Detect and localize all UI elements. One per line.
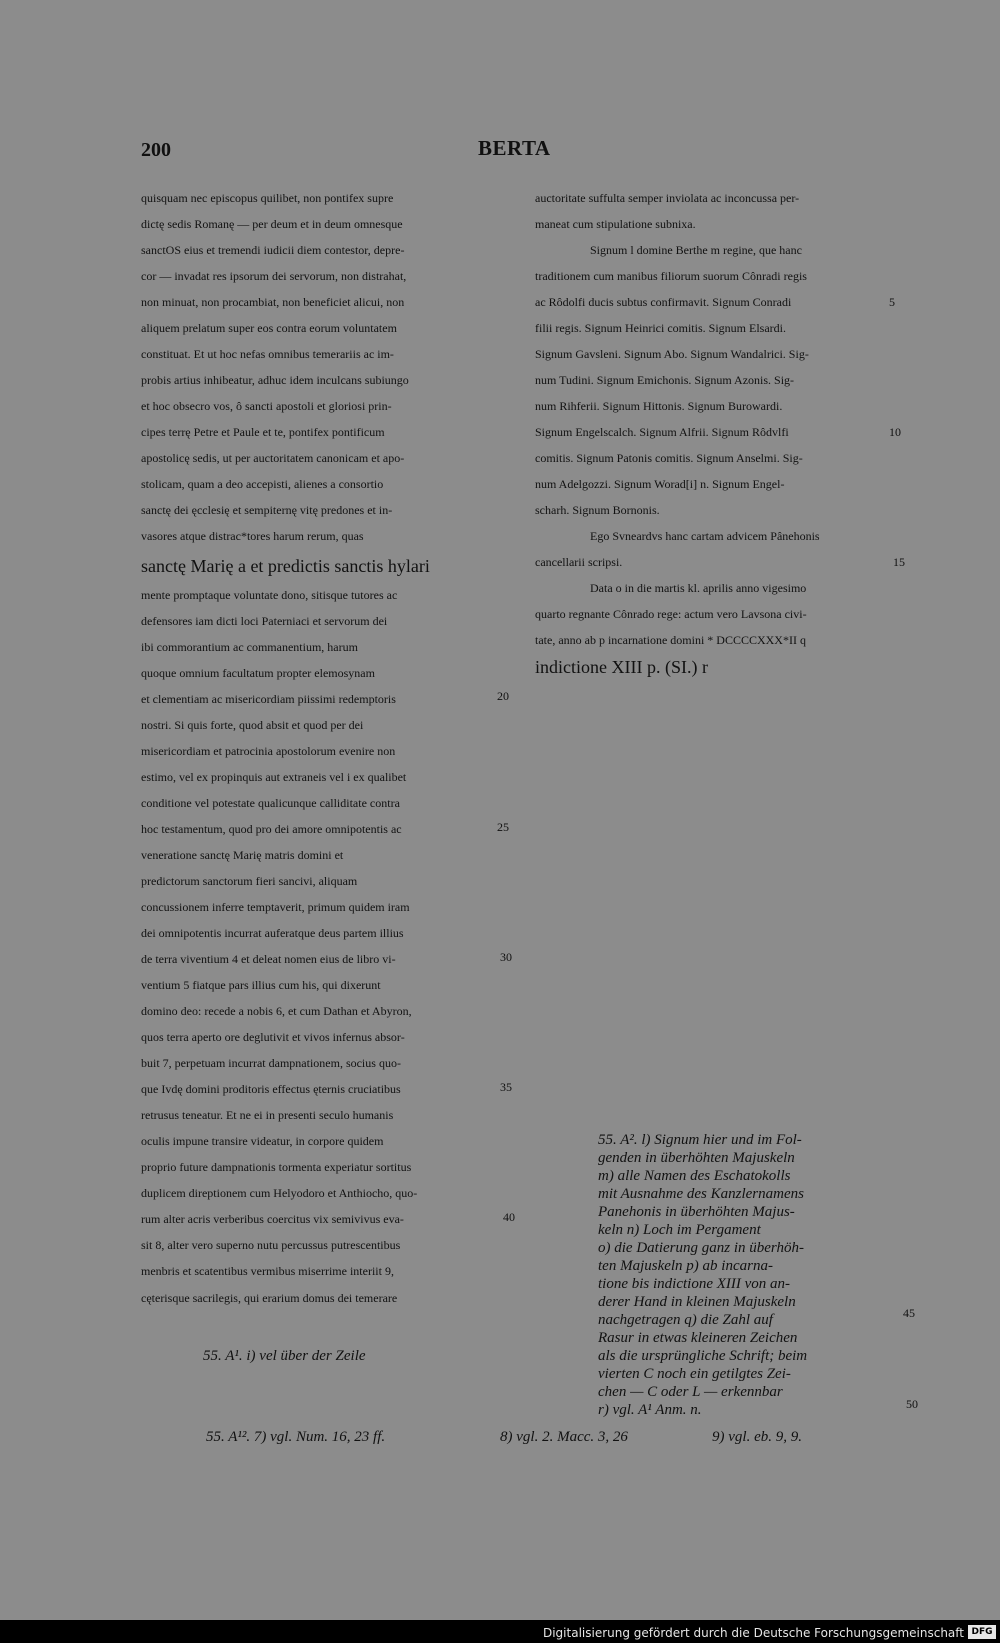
left-text-line: dictę sedis Romanę — per deum et in deum omnesque (141, 217, 403, 231)
right-text-line: Signum Gavsleni. Signum Abo. Signum Wandalrici. Sig- (535, 347, 809, 361)
apparatus-note-line: derer Hand in kleinen Majuskeln (598, 1294, 796, 1310)
apparatus-note-line: ten Majuskeln p) ab incarna- (598, 1258, 773, 1274)
page-number: 200 (141, 139, 171, 161)
left-text-line: et hoc obsecro vos, ô sancti apostoli et gloriosi prin- (141, 399, 392, 413)
line-number: 10 (889, 425, 901, 439)
apparatus-note-left: 55. A¹. i) vel über der Zeile (203, 1348, 366, 1364)
left-text-line: hoc testamentum, quod pro dei amore omnipotentis ac (141, 822, 402, 836)
line-number: 30 (500, 950, 512, 964)
left-text-line: stolicam, quam a deo accepisti, alienes a consortio (141, 477, 384, 491)
left-text-line: dei omnipotentis incurrat auferatque deus partem illius (141, 926, 404, 940)
right-text-line: quarto regnante Cônrado rege: actum vero Lavsona civi- (535, 607, 807, 621)
left-text-line: predictorum sanctorum fieri sancivi, aliquam (141, 874, 358, 888)
footnote: 9) vgl. eb. 9, 9. (712, 1429, 802, 1445)
right-text-line: tate, anno ab p incarnatione domini * DCCCCXXX*II q (535, 633, 806, 647)
apparatus-note-line: mit Ausnahme des Kanzlernamens (598, 1186, 804, 1202)
left-text-line: vasores atque distrac*tores harum rerum, quas (141, 529, 364, 543)
right-text-line: Signum l domine Berthe m regine, que hanc (590, 243, 802, 257)
apparatus-note-line: tione bis indictione XIII von an- (598, 1276, 791, 1292)
left-text-line: apostolicę sedis, ut per auctoritatem canonicam et apo- (141, 451, 405, 465)
left-text-line: quos terra aperto ore deglutivit et vivos infernus absor- (141, 1030, 405, 1044)
left-text-line: sit 8, alter vero superno nutu percussus putrescentibus (141, 1238, 401, 1252)
left-text-line: oculis impune transire videatur, in corpore quidem (141, 1134, 384, 1148)
right-text-line: traditionem cum manibus filiorum suorum Cônradi regis (535, 269, 807, 283)
apparatus-note-line: r) vgl. A¹ Anm. n. (598, 1402, 702, 1418)
left-text-line: veneratione sanctę Marię matris domini et (141, 848, 344, 862)
left-text-line: non minuat, non procambiat, non beneficiet alicui, non (141, 295, 405, 309)
left-text-line: proprio future dampnationis tormenta experiatur sortitus (141, 1160, 412, 1174)
left-text-line: menbris et scatentibus vermibus miserrime interiit 9, (141, 1264, 394, 1278)
right-text-line: Signum Engelscalch. Signum Alfrii. Signum Rôdvlfi (535, 425, 789, 439)
left-text-line: domino deo: recede a nobis 6, et cum Dathan et Abyron, (141, 1004, 412, 1018)
right-text-line: num Tudini. Signum Emichonis. Signum Azonis. Sig- (535, 373, 795, 387)
line-number: 20 (497, 689, 509, 703)
right-text-line: filii regis. Signum Heinrici comitis. Signum Elsardi. (535, 321, 786, 335)
right-text-line: indictione XIII p. (SI.) r (535, 657, 708, 677)
line-number: 35 (500, 1080, 512, 1094)
left-text-line: estimo, vel ex propinquis aut extraneis vel i ex qualibet (141, 770, 407, 784)
right-text-line: scharh. Signum Bornonis. (535, 503, 660, 517)
line-number: 5 (889, 295, 895, 309)
left-text-line: de terra viventium 4 et deleat nomen eius de libro vi- (141, 952, 396, 966)
right-text-line: Data o in die martis kl. aprilis anno vigesimo (590, 581, 807, 595)
left-text-line: concussionem inferre temptaverit, primum quidem iram (141, 900, 410, 914)
right-text-line: num Adelgozzi. Signum Worad[i] n. Signum Engel- (535, 477, 785, 491)
left-text-line: duplicem direptionem cum Helyodoro et Anthiocho, quo- (141, 1186, 418, 1200)
funding-credit: Digitalisierung gefördert durch die Deutsche Forschungsgemeinschaft (542, 1626, 964, 1640)
left-text-line: nostri. Si quis forte, quod absit et quod per dei (141, 718, 364, 732)
left-text-line: cęterisque sacrilegis, qui erarium domus dei temerare (141, 1291, 398, 1305)
apparatus-note-line: Rasur in etwas kleineren Zeichen (598, 1330, 798, 1346)
line-number: 40 (503, 1210, 515, 1224)
dfg-logo: DFG (968, 1625, 996, 1639)
left-text-line: conditione vel potestate qualicunque calliditate contra (141, 796, 400, 810)
right-text-line: maneat cum stipulatione subnixa. (535, 217, 696, 231)
apparatus-note-line: Panehonis in überhöhten Majus- (598, 1204, 795, 1220)
left-text-line: mente promptaque voluntate dono, sitisque tutores ac (141, 588, 398, 602)
left-text-line: rum alter acris verberibus coercitus vix semivivus eva- (141, 1212, 404, 1226)
left-text-line: probis artius inhibeatur, adhuc idem inculcans subiungo (141, 373, 409, 387)
apparatus-note-line: nachgetragen q) die Zahl auf (598, 1312, 773, 1328)
right-text-line: comitis. Signum Patonis comitis. Signum Anselmi. Sig- (535, 451, 803, 465)
left-text-line: ventium 5 fiatque pars illius cum his, qui dixerunt (141, 978, 381, 992)
left-text-line: sanctOS eius et tremendi iudicii diem contestor, depre- (141, 243, 405, 257)
line-number: 50 (906, 1397, 918, 1411)
right-text-line: ac Rôdolfi ducis subtus confirmavit. Signum Conradi (535, 295, 792, 309)
apparatus-note-line: keln n) Loch im Pergament (598, 1222, 761, 1238)
footnote: 55. A¹². 7) vgl. Num. 16, 23 ff. (206, 1429, 386, 1445)
left-text-line: aliquem prelatum super eos contra eorum voluntatem (141, 321, 397, 335)
left-text-line: retrusus teneatur. Et ne ei in presenti seculo humanis (141, 1108, 394, 1122)
left-text-line: defensores iam dicti loci Paterniaci et servorum dei (141, 614, 388, 628)
left-text-line: cipes terrę Petre et Paule et te, pontifex pontificum (141, 425, 385, 439)
right-text-line: auctoritate suffulta semper inviolata ac inconcussa per- (535, 191, 800, 205)
left-text-line: constituat. Et ut hoc nefas omnibus temerariis ac im- (141, 347, 394, 361)
apparatus-note-line: o) die Datierung ganz in überhöh- (598, 1240, 804, 1256)
right-text-line: num Rihferii. Signum Hittonis. Signum Burowardi. (535, 399, 783, 413)
right-text-line: cancellarii scripsi. (535, 555, 623, 569)
left-text-line: sanctę dei ęcclesię et sempiternę vitę predones et in- (141, 503, 393, 517)
line-number: 25 (497, 820, 509, 834)
left-text-line: et clementiam ac misericordiam piissimi redemptoris (141, 692, 396, 706)
left-text-line: buit 7, perpetuam incurrat dampnationem, socius quo- (141, 1056, 401, 1070)
apparatus-note-line: vierten C noch ein getilgtes Zei- (598, 1366, 791, 1382)
running-title: BERTA (478, 136, 551, 160)
left-text-line: quoque omnium facultatum propter elemosynam (141, 666, 375, 680)
apparatus-note-line: als die ursprüngliche Schrift; beim (598, 1348, 808, 1364)
apparatus-note-line: genden in überhöhten Majuskeln (598, 1150, 795, 1166)
left-text-line: sanctę Marię a et predictis sanctis hylari (141, 556, 430, 576)
line-number: 45 (903, 1306, 915, 1320)
left-text-line: que Ivdę domini proditoris effectus ęternis cruciatibus (141, 1082, 401, 1096)
apparatus-note-line: chen — C oder L — erkennbar (598, 1384, 783, 1400)
apparatus-note-line: m) alle Namen des Eschatokolls (598, 1168, 791, 1184)
left-text-line: ibi commorantium ac commanentium, harum (141, 640, 358, 654)
line-number: 15 (893, 555, 905, 569)
left-text-line: misericordiam et patrocinia apostolorum evenire non (141, 744, 396, 758)
left-text-line: cor — invadat res ipsorum dei servorum, non distrahat, (141, 269, 407, 283)
footnote: 8) vgl. 2. Macc. 3, 26 (500, 1429, 628, 1445)
right-text-line: Ego Svneardvs hanc cartam advicem Pânehonis (590, 529, 820, 543)
left-text-line: quisquam nec episcopus quilibet, non pontifex supre (141, 191, 394, 205)
apparatus-note-line: 55. A². l) Signum hier und im Fol- (598, 1132, 802, 1148)
